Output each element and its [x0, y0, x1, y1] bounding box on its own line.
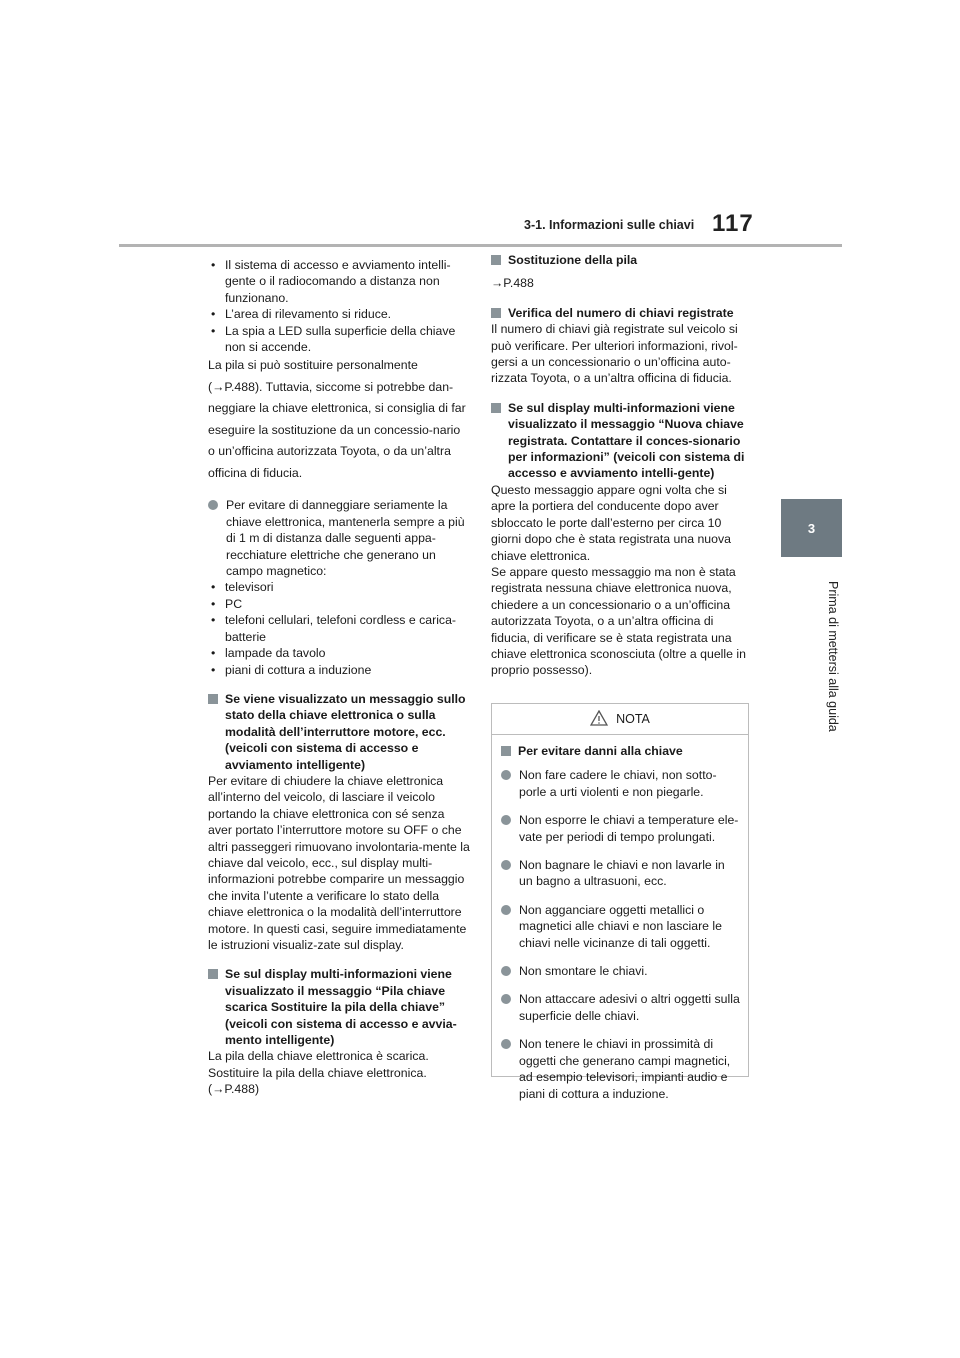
section-heading: Verifica del numero di chiavi registrate: [491, 305, 753, 321]
bullet-dot-icon: [501, 815, 511, 825]
nota-item: Non esporre le chiavi a temperature ele-vate per periodi di tempo prolungati.: [501, 812, 740, 845]
chapter-label: Prima di mettersi alla guida: [826, 580, 840, 732]
page-number: 117: [712, 210, 754, 237]
nota-box: [491, 703, 749, 1101]
nota-item: Non bagnare le chiavi e non lavarle in un bagno a ultrasuoni, ecc.: [501, 857, 740, 890]
magnetic-warning-text: Per evitare di danneggiare seriamente la chiave elettronica, mantenerla sempre a più di 1 m di distanza dalle seguenti appa-recchiature elettriche che generano un campo magnetico:: [226, 498, 465, 579]
left-column: [208, 252, 470, 1098]
square-bullet-icon: [491, 255, 501, 265]
battery-paragraph: La pila si può sostituire personalmente (→P.488). Tuttavia, siccome si potrebbe dan-neggiare la chiave elettronica, si consiglia di far eseguire la sostituzione da un concessio-nario o un’officina autorizzata Toyota, o da un’altra officina di fiducia.: [208, 358, 466, 480]
list-item: • La spia a LED sulla superficie della chiave non si accende.: [208, 323, 470, 356]
bullet-dot-icon: [501, 1039, 511, 1049]
body-text: La pila della chiave elettronica è scarica. Sostituire la pila della chiave elettronica. (→P.488): [208, 1049, 429, 1097]
list-item: • piani di cottura a induzione: [208, 662, 470, 678]
list-item: • PC: [208, 596, 470, 612]
body-text: Il numero di chiavi già registrate sul veicolo si può verificare. Per ulteriori informazioni, rivol-gersi a un concessionario o un’officina auto-rizzata Toyota, o a un’altra officina di fiducia.: [491, 322, 738, 386]
section-heading: Se viene visualizzato un messaggio sullo stato della chiave elettronica o sulla modalità dell’interruttore motore, ecc. (veicoli con sistema di accesso e avviamento intelligente): [208, 691, 470, 773]
body-text: Per evitare di chiudere la chiave elettronica all’interno del veicolo, di lasciare il veicolo portando la chiave elettronica con sé senza aver portato l’interruttore motore su OFF o che altri passeggeri rimuovano involontaria-mente la chiave dal veicolo, ecc., sul display multi-informazioni potrebbe comparire un messaggio che invita l’utente a verificare lo stato della chiave elettronica o la modalità dell’interruttore motore. In questi casi, seguire immediatamente le istruzioni visualiz-zate sul display.: [208, 773, 470, 952]
list-item: • lampade da tavolo: [208, 645, 470, 661]
list-item: • televisori: [208, 579, 470, 595]
chapter-tab[interactable]: [781, 499, 842, 557]
nota-body: [492, 735, 748, 1102]
bullet-dot-icon: [501, 994, 511, 1004]
bullet-dot-icon: [501, 770, 511, 780]
square-bullet-icon: [501, 746, 511, 756]
warning-triangle-icon: [590, 710, 608, 729]
magnetic-warning-item: [208, 497, 470, 677]
list-item: • Il sistema di accesso e avviamento intelli-gente o il radiocomando a distanza non funzionano.: [208, 257, 470, 306]
list-item: • L’area di rilevamento si riduce.: [208, 306, 470, 322]
nota-item: Non fare cadere le chiavi, non sotto-porle a urti violenti e non piegarle.: [501, 767, 740, 800]
body-text: Questo messaggio appare ogni volta che si apre la portiera del conducente dopo aver sbloccato le porte dall’esterno per circa 10 giorni dopo che è stata registrata una nuova chiave elettronica.: [491, 482, 731, 563]
list-item: • telefoni cellulari, telefoni cordless e carica-batterie: [208, 612, 470, 645]
nota-header: [492, 704, 748, 735]
section-title: 3-1. Informazioni sulle chiavi: [524, 218, 695, 232]
nota-item: Non tenere le chiavi in prossimità di oggetti che generano campi magnetici, ad esempio televisori, impianti audio e piani di cottura a induzione.: [501, 1036, 740, 1102]
nota-item: Non attaccare adesivi o altri oggetti sulla superficie delle chiavi.: [501, 991, 740, 1024]
bullet-dot-icon: [501, 860, 511, 870]
symptom-list: [208, 257, 470, 355]
device-list: [208, 579, 470, 677]
square-bullet-icon: [208, 969, 218, 979]
square-bullet-icon: [491, 308, 501, 318]
chapter-number: 3: [807, 520, 816, 536]
bullet-dot-icon: [208, 500, 218, 510]
section-heading: Per evitare danni alla chiave: [501, 743, 740, 759]
section-heading: Se sul display multi-informazioni viene visualizzato il messaggio “Pila chiave scarica Sostituire la pila della chiave” (veicoli con sistema di accesso e avvia-mento intelligente): [208, 966, 470, 1048]
section-heading: Se sul display multi-informazioni viene visualizzato il messaggio “Nuova chiave registrata. Contattare il conces-sionario per informazioni” (veicoli con sistema di accesso e avviamento intelli-gente): [491, 400, 753, 482]
nota-item: Non smontare le chiavi.: [501, 963, 740, 979]
square-bullet-icon: [491, 403, 501, 413]
section-heading: Sostituzione della pila: [491, 252, 753, 268]
square-bullet-icon: [208, 694, 218, 704]
bullet-dot-icon: [501, 905, 511, 915]
page-reference-link[interactable]: →P.488: [491, 276, 534, 291]
nota-item: Non agganciare oggetti metallici o magnetici alle chiavi e non lasciare le chiavi nelle vicinanze di tali oggetti.: [501, 902, 740, 951]
bullet-dot-icon: [501, 966, 511, 976]
header-rule: [119, 244, 842, 247]
nota-title: NOTA: [616, 712, 650, 726]
right-column: [491, 252, 753, 679]
body-text: Se appare questo messaggio ma non è stata registrata nessuna chiave elettronica nuova, chiedere a un concessionario o a un’officina autorizzata Toyota, o a un’altra officina di fiducia, di verificare se è stata registrata una chiave elettronica sconosciuta (oltre a quelle in proprio possesso).: [491, 564, 746, 678]
